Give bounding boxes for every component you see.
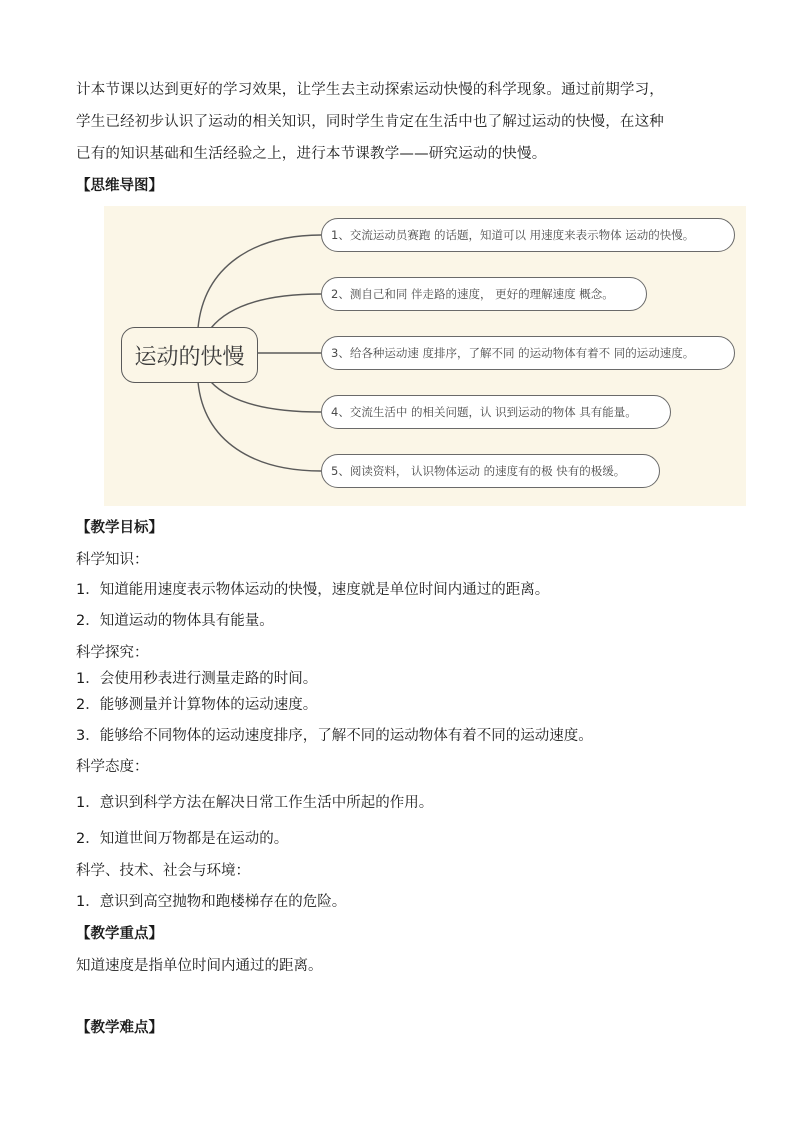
intro-line-3: 已有的知识基础和生活经验之上，进行本节课教学——研究运动的快慢。 [76, 146, 547, 162]
inquiry-item-1: 1．会使用秒表进行测量走路的时间。 [76, 671, 318, 687]
knowledge-title: 科学知识： [76, 552, 149, 568]
connector-2 [211, 294, 321, 328]
inquiry-item-2: 2．能够测量并计算物体的运动速度。 [76, 697, 318, 713]
mind-map [104, 206, 746, 506]
attitude-item-1: 1．意识到科学方法在解决日常工作生活中所起的作用。 [76, 795, 434, 811]
knowledge-item-1: 1．知道能用速度表示物体运动的快慢，速度就是单位时间内通过的距离。 [76, 582, 550, 598]
knowledge-item-2: 2．知道运动的物体具有能量。 [76, 613, 274, 629]
mind-map-branch-2: 2、测自己和同 伴走路的速度， 更好的理解速度 概念。 [321, 277, 647, 311]
intro-line-1: 计本节课以达到更好的学习效果，让学生去主动探索运动快慢的科学现象。通过前期学习， [76, 82, 664, 98]
mind-map-center-node: 运动的快慢 [121, 327, 258, 383]
attitude-item-2: 2．知道世间万物都是在运动的。 [76, 831, 289, 847]
goals-heading: 【教学目标】 [76, 520, 163, 536]
key-points-text: 知道速度是指单位时间内通过的距离。 [76, 958, 323, 974]
inquiry-item-3: 3．能够给不同物体的运动速度排序，了解不同的运动物体有着不同的运动速度。 [76, 728, 593, 744]
connector-1 [198, 235, 321, 328]
mind-map-branch-3: 3、给各种运动速 度排序，了解不同 的运动物体有着不 同的运动速度。 [321, 336, 735, 370]
mind-map-branch-5: 5、阅读资料， 认识物体运动 的速度有的极 快有的极缓。 [321, 454, 660, 488]
inquiry-title: 科学探究： [76, 645, 149, 661]
connector-4 [211, 382, 321, 412]
mindmap-heading: 【思维导图】 [76, 178, 163, 194]
difficulties-heading: 【教学难点】 [76, 1020, 163, 1036]
mind-map-branch-4: 4、交流生活中 的相关问题，认 识到运动的物体 具有能量。 [321, 395, 671, 429]
intro-line-2: 学生已经初步认识了运动的相关知识，同时学生肯定在生活中也了解过运动的快慢，在这种 [76, 114, 664, 130]
attitude-title: 科学态度： [76, 759, 149, 775]
stse-title: 科学、技术、社会与环境： [76, 863, 250, 879]
connector-5 [198, 382, 321, 471]
stse-item-1: 1．意识到高空抛物和跑楼梯存在的危险。 [76, 894, 347, 910]
mind-map-branch-1: 1、交流运动员赛跑 的话题，知道可以 用速度来表示物体 运动的快慢。 [321, 218, 735, 252]
key-points-heading: 【教学重点】 [76, 926, 163, 942]
